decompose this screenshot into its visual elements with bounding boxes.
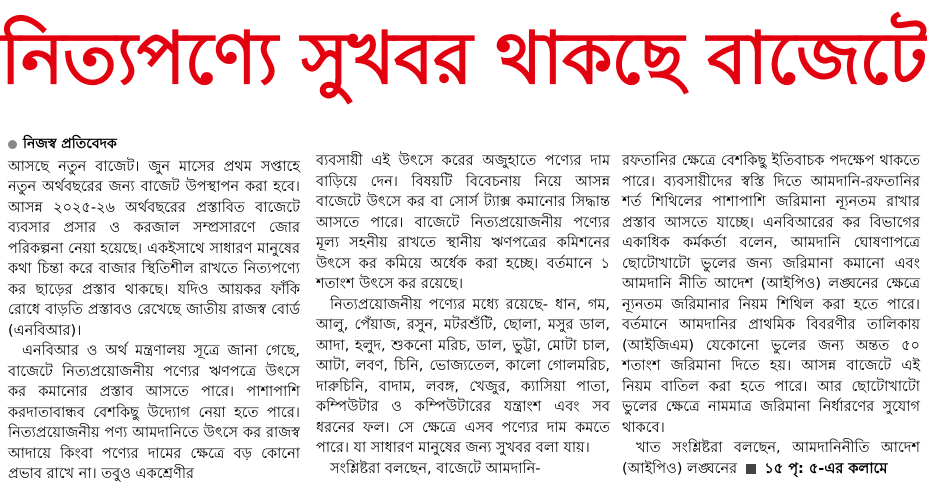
article-column-1	[8, 134, 300, 485]
article-column-2	[316, 151, 610, 479]
paragraph: সংশ্লিষ্টরা বলছেন, বাজেটে আমদানি-	[330, 460, 541, 477]
paragraph: আসছে নতুন বাজেট। জুন মাসের প্রথম সপ্তাহে নতুন অর্থবছরের জন্য বাজেট উপস্থাপন করা হবে। আসন্ন ২০২৫-২৬ অর্থবছরের প্রস্তাবিত বাজেটে ব্যবসার প্রসার ও করজাল সম্প্রসারণে জোর পরিকল্পনা নেয়া হয়েছে। একইসাথে সাধারণ মানুষের কথা চিন্তা করে বাজার স্থিতিশীল রাখতে নিত্যপণ্যে কর ছাড়ের প্রস্তাব থাকছে। যদিও আয়কর ফাঁকি রোধে বাড়তি প্রস্তাবও রেখেছে জাতীয় রাজস্ব বোর্ড (এনবিআর)।	[8, 158, 300, 339]
paragraph: নিত্যপ্রয়োজনীয় পণ্যের মধ্যে রয়েছে- ধান, গম, আলু, পেঁয়াজ, রসুন, মটরশুঁটি, ছোলা, মসুর ডাল, আদা, হলুদ, শুকনো মরিচ, ডাল, ভুট্টা, মোটা চাল, আটা, লবণ, চিনি, ভোজ্যতেল, কালো গোলমরিচ, দারুচিনি, বাদাম, লবঙ্গ, খেজুর, ক্যাসিয়া পাতা, কম্পিউটার ও কম্পিউটারের যন্ত্রাংশ এবং সব ধরনের ফল। সে ক্ষেত্রে এসব পণ্যের দাম কমতে পারে। যা সাধারণ মানুষের জন্য সুখবর বলা যায়।	[316, 296, 610, 456]
paragraph: ব্যবসায়ী এই উৎসে করের অজুহাতে পণ্যের দাম বাড়িয়ে দেন। বিষয়টি বিবেচনায় নিয়ে আসন্ন বাজেটে উৎসে কর বা সোর্স ট্যাক্স কমানোর সিদ্ধান্ত আসতে পারে। বাজেটে নিত্যপ্রয়োজনীয় পণ্যের মূল্য সহনীয় রাখতে স্থানীয় ঋণপত্রের কমিশনের উৎসে কর কমিয়ে অর্ধেক করা হচ্ছে। বর্তমানে ১ শতাংশ উৎসে কর রয়েছে।	[316, 153, 610, 292]
paragraph	[622, 438, 920, 479]
continuation-note: ১৫ পৃ: ৫-এর কলামে	[764, 460, 888, 477]
paragraph-text: খাত সংশ্লিষ্টরা বলছেন, আমদানিনীতি আদেশ (আইপিও) লঙ্ঘনের	[622, 440, 920, 477]
byline	[8, 134, 300, 155]
headline: নিত্যপণ্যে সুখবর থাকছে বাজেটে	[0, 16, 927, 100]
paragraph: এনবিআর ও অর্থ মন্ত্রণালয় সূত্রে জানা গেছে, বাজেটে নিত্যপ্রয়োজনীয় পণ্যের ঋণপত্রে উৎসে কর কমানোর প্রস্তাব আসতে পারে। পাশাপাশি করদাতাবান্ধব বেশকিছু উদ্যোগ নেয়া হতে পারে। নিত্যপ্রয়োজনীয় পণ্য আমদানিতে উৎসে কর রাজস্ব আদায়ে কিংবা পণ্যের দামের ক্ষেত্রে বড় কোনো প্রভাব রাখে না। তবুও একশ্রেণীর	[8, 343, 300, 482]
article-column-3	[622, 151, 920, 479]
square-bullet-icon	[746, 464, 756, 474]
bullet-icon	[8, 140, 17, 149]
byline-text: নিজস্ব প্রতিবেদক	[23, 136, 117, 152]
paragraph: রফতানির ক্ষেত্রে বেশকিছু ইতিবাচক পদক্ষেপ থাকতে পারে। ব্যবসায়ীদের স্বস্তি দিতে আমদানি-রফতানির শর্ত শিথিলের পাশাপাশি জরিমানা ন্যূনতম রাখার প্রস্তাব আসতে যাচ্ছে। এনবিআরের কর বিভাগের একাধিক কর্মকর্তা বলেন, আমদানি ঘোষণাপত্রে ছোটোখাটো ভুলের জন্য জরিমানা কমানো এবং আমদানি নীতি আদেশ (আইপিও) লঙ্ঘনের ক্ষেত্রে ন্যূনতম জরিমানার নিয়ম শিথিল করা হতে পারে। বর্তমানে আমদানির প্রাথমিক বিবরণীর তালিকায় (আইজিএম) যেকোনো ভুলের জন্য অন্তত ৫০ শতাংশ জরিমানা দিতে হয়। আসন্ন বাজেটে এই নিয়ম বাতিল করা হতে পারে। আর ছোটোখাটো ভুলের ক্ষেত্রে নামমাত্র জরিমানা নির্ধারণের সুযোগ থাকবে।	[622, 153, 920, 436]
